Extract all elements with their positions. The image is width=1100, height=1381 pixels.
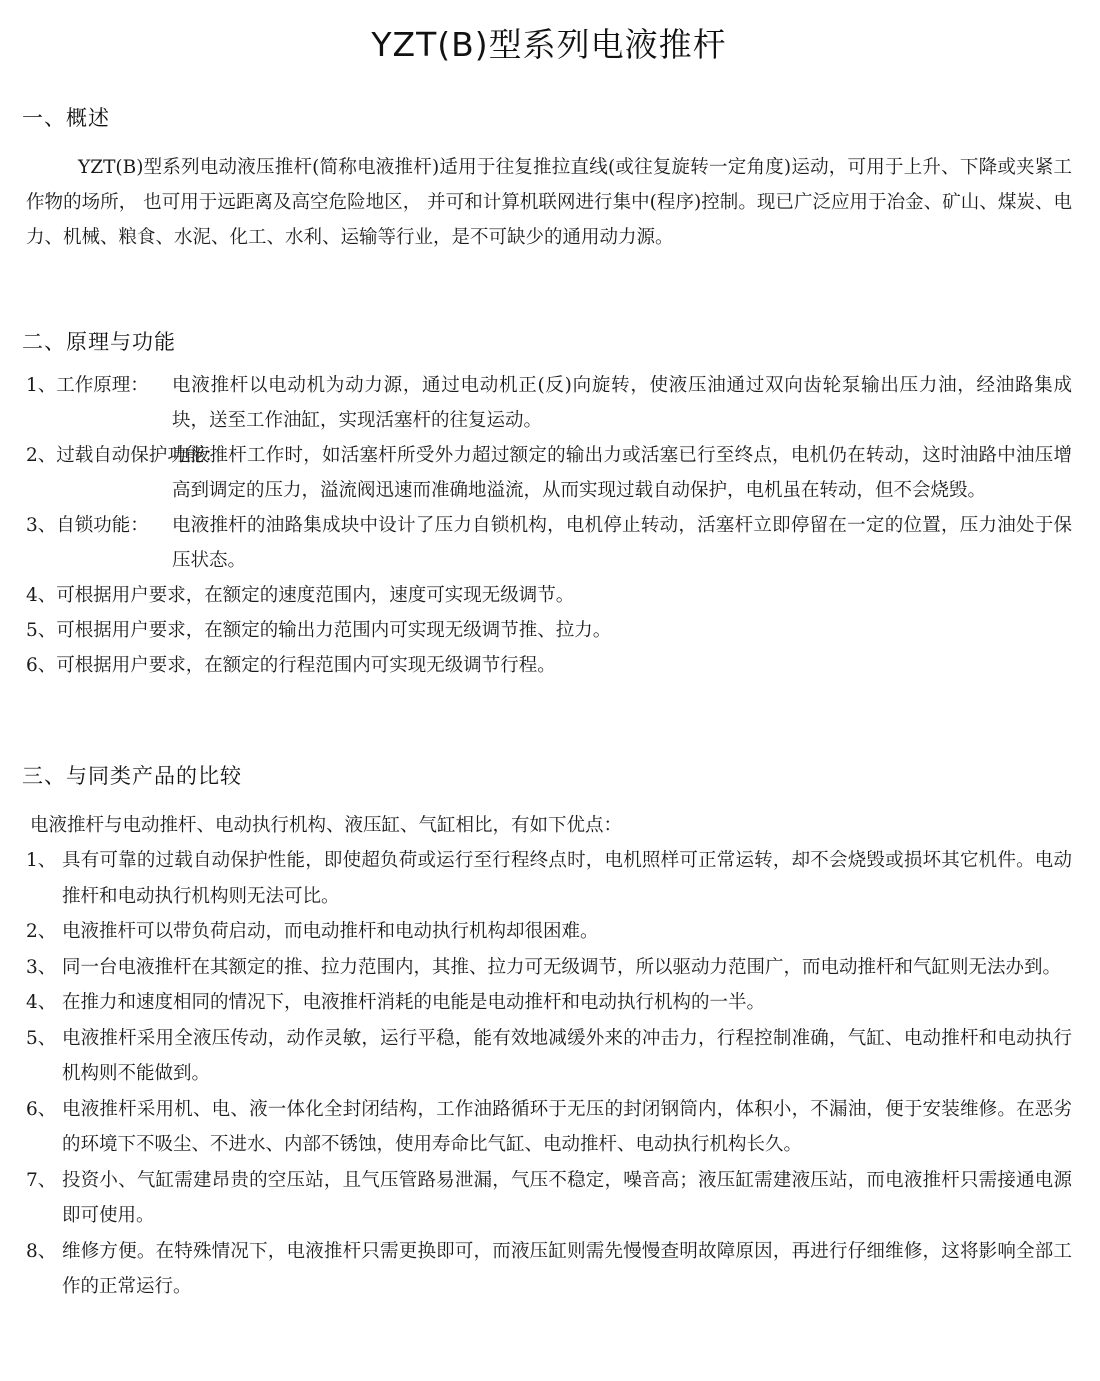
- list-item: [26, 438, 1072, 508]
- item-text: 电液推杆的油路集成块中设计了压力自锁机构，电机停止转动，活塞杆立即停留在一定的位置，压力油处于保压状态。: [172, 515, 1072, 571]
- item-lead: 1、工作原理：: [26, 375, 149, 396]
- item-text: 同一台电液推杆在其额定的推、拉力范围内，其推、拉力可无级调节，所以驱动力范围广，而电动推杆和气缸则无法办到。: [62, 956, 1062, 978]
- list-item: [26, 578, 1072, 613]
- item-text: 电液推杆采用全液压传动，动作灵敏，运行平稳，能有效地减缓外来的冲击力，行程控制准确，气缸、电动推杆和电动执行机构则不能做到。: [62, 1027, 1072, 1084]
- item-number: 7、: [26, 1169, 57, 1191]
- item-text: 具有可靠的过载自动保护性能，即使超负荷或运行至行程终点时，电机照样可正常运转，却不会烧毁或损坏其它机件。电动推杆和电动执行机构则无法可比。: [62, 850, 1072, 907]
- item-number: 8、: [26, 1240, 57, 1262]
- item-text: 投资小、气缸需建昂贵的空压站，且气压管路易泄漏，气压不稳定，噪音高；液压缸需建液压站，而电液推杆只需接通电源即可使用。: [62, 1169, 1072, 1226]
- list-item: [26, 648, 1072, 683]
- item-lead: 2、过载自动保护功能：: [26, 445, 223, 466]
- section-heading-principle: 二、原理与功能: [22, 330, 176, 354]
- item-lead: 4、: [26, 585, 57, 606]
- comparison-intro: 电液推杆与电动推杆、电动执行机构、液压缸、气缸相比，有如下优点：: [30, 815, 623, 836]
- item-number: 1、: [26, 850, 57, 871]
- item-number: 5、: [26, 1027, 57, 1049]
- item-lead: 5、: [26, 620, 57, 641]
- item-number: 6、: [26, 1098, 57, 1120]
- item-lead: 6、: [26, 655, 57, 676]
- list-item: [26, 914, 1072, 950]
- comparison-list: [26, 843, 1072, 1305]
- item-text: 电液推杆可以带负荷启动，而电动推杆和电动执行机构却很困难。: [62, 921, 599, 942]
- item-text: 电液推杆以电动机为动力源，通过电动机正(反)向旋转，使液压油通过双向齿轮泵输出压力油，经油路集成块，送至工作油缸，实现活塞杆的往复运动。: [172, 375, 1072, 431]
- item-number: 4、: [26, 992, 57, 1013]
- item-text: 可根据用户要求，在额定的输出力范围内可实现无级调节推、拉力。: [56, 620, 612, 641]
- list-item: [26, 1092, 1072, 1163]
- section-heading-comparison: 三、与同类产品的比较: [22, 764, 242, 788]
- overview-paragraph: YZT(B)型系列电动液压推杆(简称电液推杆)适用于往复推拉直线(或往复旋转一定角度)运动，可用于上升、下降或夹紧工作物的场所， 也可用于远距离及高空危险地区， 并可和计算机联网进行集中(程序)控制。现已广泛应用于冶金、矿山、煤炭、电力、机械、粮食、水泥、化工、水利、运输等行业，是不可缺少的通用动力源。: [26, 157, 1072, 248]
- item-number: 3、: [26, 956, 57, 978]
- list-item: [26, 613, 1072, 648]
- principle-list: [26, 368, 1072, 683]
- item-text: 可根据用户要求，在额定的速度范围内，速度可实现无级调节。: [56, 585, 575, 606]
- item-text: 电液推杆工作时，如活塞杆所受外力超过额定的输出力或活塞已行至终点，电机仍在转动，这时油路中油压增高到调定的压力，溢流阀迅速而准确地溢流，从而实现过载自动保护，电机虽在转动，但不会烧毁。: [172, 445, 1072, 501]
- item-text: 维修方便。在特殊情况下，电液推杆只需更换即可，而液压缸则需先慢慢查明故障原因，再进行仔细维修，这将影响全部工作的正常运行。: [62, 1240, 1072, 1297]
- item-text: 可根据用户要求，在额定的行程范围内可实现无级调节行程。: [56, 655, 556, 676]
- item-number: 2、: [26, 921, 57, 942]
- document-title: YZT(B)型系列电液推杆: [371, 25, 727, 64]
- item-text: 在推力和速度相同的情况下，电液推杆消耗的电能是电动推杆和电动执行机构的一半。: [62, 992, 766, 1013]
- list-item: [26, 508, 1072, 578]
- list-item: [26, 1234, 1072, 1305]
- item-text: 电液推杆采用机、电、液一体化全封闭结构，工作油路循环于无压的封闭钢筒内，体积小，不漏油，便于安装维修。在恶劣的环境下不吸尘、不进水、内部不锈蚀，使用寿命比气缸、电动推杆、电动执行机构长久。: [62, 1098, 1072, 1155]
- item-lead: 3、自锁功能：: [26, 515, 149, 536]
- list-item: [26, 843, 1072, 914]
- list-item: [26, 985, 1072, 1021]
- list-item: [26, 368, 1072, 438]
- list-item: [26, 1021, 1072, 1092]
- section-heading-overview: 一、概述: [22, 106, 110, 130]
- list-item: [26, 1163, 1072, 1234]
- list-item: [26, 950, 1072, 986]
